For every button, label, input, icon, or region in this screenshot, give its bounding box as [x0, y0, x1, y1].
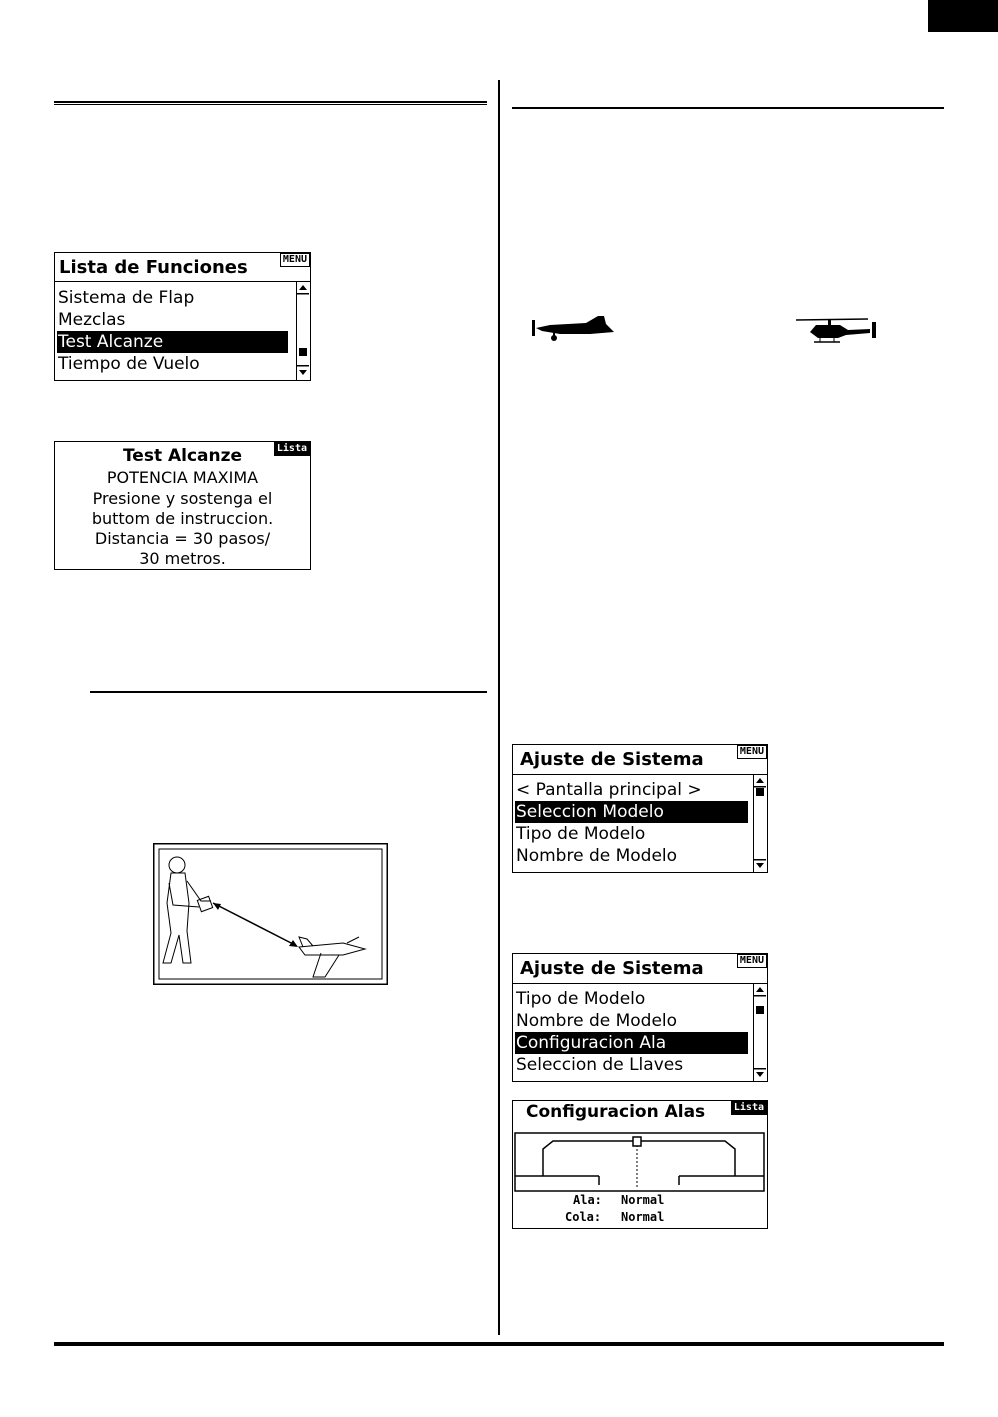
page-title: Ajuste de Sistema — [520, 749, 704, 770]
section-rule-left-top-2 — [54, 104, 487, 105]
list — [55, 281, 310, 380]
text-line: buttom de instruccion. — [91, 509, 274, 528]
list-item[interactable]: Tipo de Modelo — [516, 989, 646, 1009]
text-line: Distancia = 30 pasos/ — [94, 529, 271, 548]
airplane-icon — [530, 314, 616, 342]
menu-badge[interactable]: MENU — [280, 253, 310, 267]
lista-badge[interactable]: Lista — [274, 442, 310, 456]
list-item[interactable]: < Pantalla principal > — [516, 780, 702, 800]
page-title: Ajuste de Sistema — [520, 958, 704, 979]
list — [513, 774, 767, 872]
list-item[interactable]: Nombre de Modelo — [516, 1011, 678, 1031]
helicopter-icon — [796, 316, 882, 344]
list-item-selected[interactable]: Test Alcanze — [57, 331, 288, 353]
lcd-configuracion-alas — [512, 1100, 768, 1229]
list-item-selected[interactable]: Seleccion Modelo — [515, 801, 748, 823]
footer-rule — [54, 1342, 944, 1346]
page-title: Configuracion Alas — [526, 1102, 706, 1122]
text-line: Presione y sostenga el — [92, 489, 273, 508]
menu-badge[interactable]: MENU — [737, 954, 767, 968]
section-rule-left-mid — [90, 691, 487, 693]
lcd-funciones — [54, 252, 311, 381]
scrollbar[interactable] — [753, 984, 767, 1081]
lcd-ajuste-sistema-2 — [512, 953, 768, 1082]
list-item[interactable]: Mezclas — [58, 310, 126, 330]
list-item[interactable]: Sistema de Flap — [58, 288, 195, 308]
wing-diagram-icon — [513, 1131, 766, 1193]
list-item[interactable]: Nombre de Modelo — [516, 846, 678, 866]
page-title: Lista de Funciones — [59, 257, 248, 278]
column-divider — [498, 80, 500, 1335]
section-rule-left-top — [54, 101, 487, 103]
page-tab — [928, 0, 998, 32]
list-item-selected[interactable]: Configuracion Ala — [515, 1032, 748, 1054]
list-item[interactable]: Tiempo de Vuelo — [58, 354, 200, 374]
range-test-illustration — [153, 843, 388, 985]
text-line: POTENCIA MAXIMA — [106, 468, 259, 487]
cola-value: Normal — [621, 1210, 665, 1224]
lcd-ajuste-sistema-1 — [512, 744, 768, 873]
list-item[interactable]: Seleccion de Llaves — [516, 1055, 684, 1075]
list-item[interactable]: Tipo de Modelo — [516, 824, 646, 844]
cola-label: Cola: — [565, 1210, 602, 1224]
range-test-icon — [153, 843, 388, 985]
menu-badge[interactable]: MENU — [737, 745, 767, 759]
scrollbar-arrows-icon — [754, 984, 766, 1081]
ala-label: Ala: — [573, 1193, 602, 1207]
page-title: Test Alcanze — [122, 446, 243, 466]
section-rule-right-top — [512, 107, 944, 109]
list — [513, 983, 767, 1081]
scrollbar-arrows-icon — [754, 775, 766, 872]
scrollbar[interactable] — [753, 775, 767, 872]
lcd-test-alcanze — [54, 441, 311, 570]
scrollbar[interactable] — [296, 282, 310, 380]
ala-value: Normal — [621, 1193, 665, 1207]
text-line: 30 metros. — [139, 549, 226, 568]
lista-badge[interactable]: Lista — [731, 1101, 767, 1115]
scrollbar-arrows-icon — [297, 282, 309, 380]
